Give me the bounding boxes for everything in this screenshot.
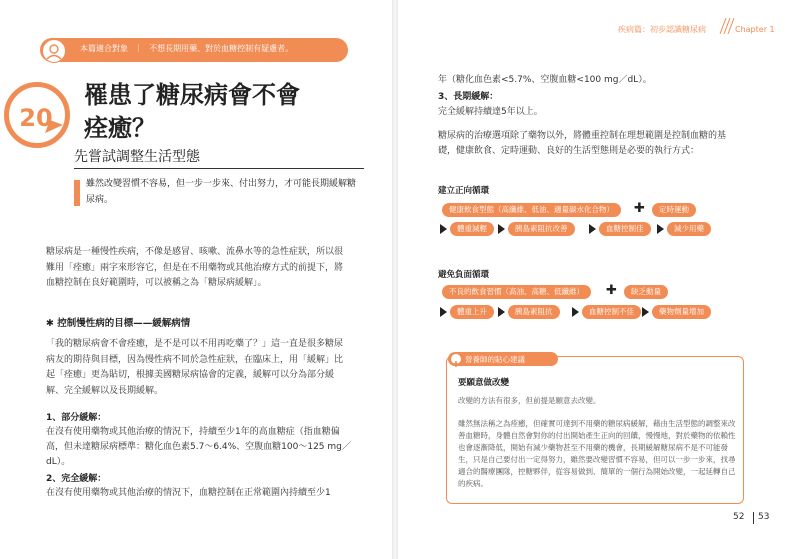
plus-icon: ✚ bbox=[634, 201, 645, 216]
negative-chain-step: 體重上升 bbox=[450, 305, 494, 319]
arrow-right-icon bbox=[657, 224, 664, 234]
positive-cycle-heading: 建立正向循環 bbox=[438, 186, 490, 196]
arrow-right-icon bbox=[589, 224, 596, 234]
continuation-text: 年（糖化血色素<5.7%、空腹血糖<100 mg／dL）。 bbox=[438, 75, 652, 85]
plus-icon: ✚ bbox=[606, 283, 617, 298]
arrow-right-icon bbox=[498, 224, 505, 234]
page-title: 罹患了糖尿病會不會 痊癒？ bbox=[84, 80, 300, 142]
tip-paragraph-2: 雖然無法稱之為痊癒，但確實可達到不用藥的糖尿病緩解，藉由生活型態的調整來改善血糖時，身體自然會對你的付出開始產生正向的回饋，慢慢地，對於藥物的依賴性也會逐漸降低，開始有減少藥物甚至不用藥的機會，長期緩解糖尿病不是不可能發生，只是自己要付出一定得努力，雖然要改變習慣不容易，但可以一步一步來，找尋適合的醫療團隊，控糖夥伴，從容易做到、簡單的一個行為開始改變，一起延轉自己的疾病。 bbox=[458, 419, 736, 488]
person-icon bbox=[42, 39, 66, 63]
partial-remission-heading: 1、部分緩解： bbox=[46, 413, 107, 423]
negative-chain-step: 胰島素阻抗 bbox=[508, 305, 560, 319]
positive-chain-step: 胰島素阻抗改善 bbox=[508, 222, 575, 236]
partial-remission-text: 在沒有使用藥物或其他治療的情況下，持續至少1年的高血糖症（指血糖偏高，但未達糖尿病標準：糖化血色素5.7～6.4%、空腹血糖100～125 mg／dL）。 bbox=[46, 427, 351, 467]
negative-item-exercise: 缺乏動量 bbox=[624, 285, 668, 299]
subtitle-divider bbox=[74, 168, 364, 169]
left-page bbox=[0, 0, 393, 559]
intro-accent-bar bbox=[74, 180, 80, 206]
positive-item-diet: 健康飲食型態（高纖維、低油、適量碳水化合物） bbox=[442, 203, 621, 217]
negative-item-diet: 不良的飲食習慣（高油、高糖、低纖維） bbox=[442, 285, 591, 299]
negative-cycle-heading: 避免負面循環 bbox=[438, 270, 490, 280]
tip-paragraph-1: 改變的方法有很多，但前提是願意去改變。 bbox=[458, 396, 601, 405]
quote-paragraph: 「我的糖尿病會不會痊癒，是不是可以不用再吃藥了？」這一直是很多糖尿病友的期待與目標，因為慢性病不同於急性症狀，在臨床上，用「緩解」比起「痊癒」更為貼切，根據美國糖尿病協會的定義，緩解可以分為部分緩解、完全緩解以及長期緩解。 bbox=[46, 339, 344, 396]
treatment-paragraph: 糖尿病的治療選項除了藥物以外，將體重控制在理想範圍是控制血糖的基礎，健康飲食、定時運動、良好的生活型態則是必要的執行方式： bbox=[438, 131, 727, 156]
page-number-right: 53 bbox=[758, 512, 770, 522]
positive-chain-step: 血糖控制佳 bbox=[599, 222, 651, 236]
arrow-right-icon bbox=[498, 307, 505, 317]
long-term-remission-text: 完全緩解持續達5年以上。 bbox=[438, 107, 543, 117]
complete-remission-text: 在沒有使用藥物或其他治療的情況下，血糖控制在正常範圍內持續至少1 bbox=[46, 488, 331, 498]
target-audience-text: 本篇適合對象 ｜ 不想長期用藥、對於血糖控制有疑慮者。 bbox=[80, 44, 294, 53]
header-slash-icon bbox=[712, 18, 736, 34]
arrow-right-icon bbox=[572, 307, 579, 317]
page-subtitle: 先嘗試調整生活型態 bbox=[74, 149, 200, 165]
positive-chain-step: 減少用藥 bbox=[667, 222, 711, 236]
page-number-left: 52 bbox=[733, 512, 745, 522]
body-paragraph: 糖尿病是一種慢性疾病，不像是感冒、咳嗽、流鼻水等的急性症狀，所以很難用「痊癒」兩字來形容它，但是在不用藥物或其他治療方式的前提下，將血糖控制在良好範圍時，可以被稱之為「糖尿病緩解」。 bbox=[46, 247, 344, 288]
tip-plus-icon bbox=[451, 354, 461, 364]
section-heading: ✱ 控制慢性病的目標——緩解病情 bbox=[46, 318, 191, 329]
tip-label: 營養師的貼心建議 bbox=[465, 355, 525, 364]
long-term-remission-heading: 3、長期緩解： bbox=[438, 92, 499, 102]
question-number: 20 bbox=[19, 104, 53, 132]
negative-chain-step: 血糖控制不佳 bbox=[582, 305, 641, 319]
running-header-section: 疾病篇：初步認識糖尿病 bbox=[618, 25, 706, 34]
complete-remission-heading: 2、完全緩解： bbox=[46, 474, 107, 484]
book-gutter bbox=[392, 0, 398, 559]
page-number-separator bbox=[753, 512, 754, 524]
arrow-right-icon bbox=[440, 224, 447, 234]
positive-chain-step: 體重減輕 bbox=[450, 222, 494, 236]
intro-text: 雖然改變習慣不容易，但一步一步來、付出努力，才可能長期緩解糖尿病。 bbox=[86, 179, 357, 205]
tip-heading: 要願意做改變 bbox=[458, 378, 510, 388]
positive-item-exercise: 定時運動 bbox=[652, 203, 696, 217]
running-header-chapter: Chapter 1 bbox=[735, 25, 775, 34]
arrow-right-icon bbox=[440, 307, 447, 317]
arrow-right-icon bbox=[642, 307, 649, 317]
negative-chain-step: 藥物劑量增加 bbox=[652, 305, 711, 319]
